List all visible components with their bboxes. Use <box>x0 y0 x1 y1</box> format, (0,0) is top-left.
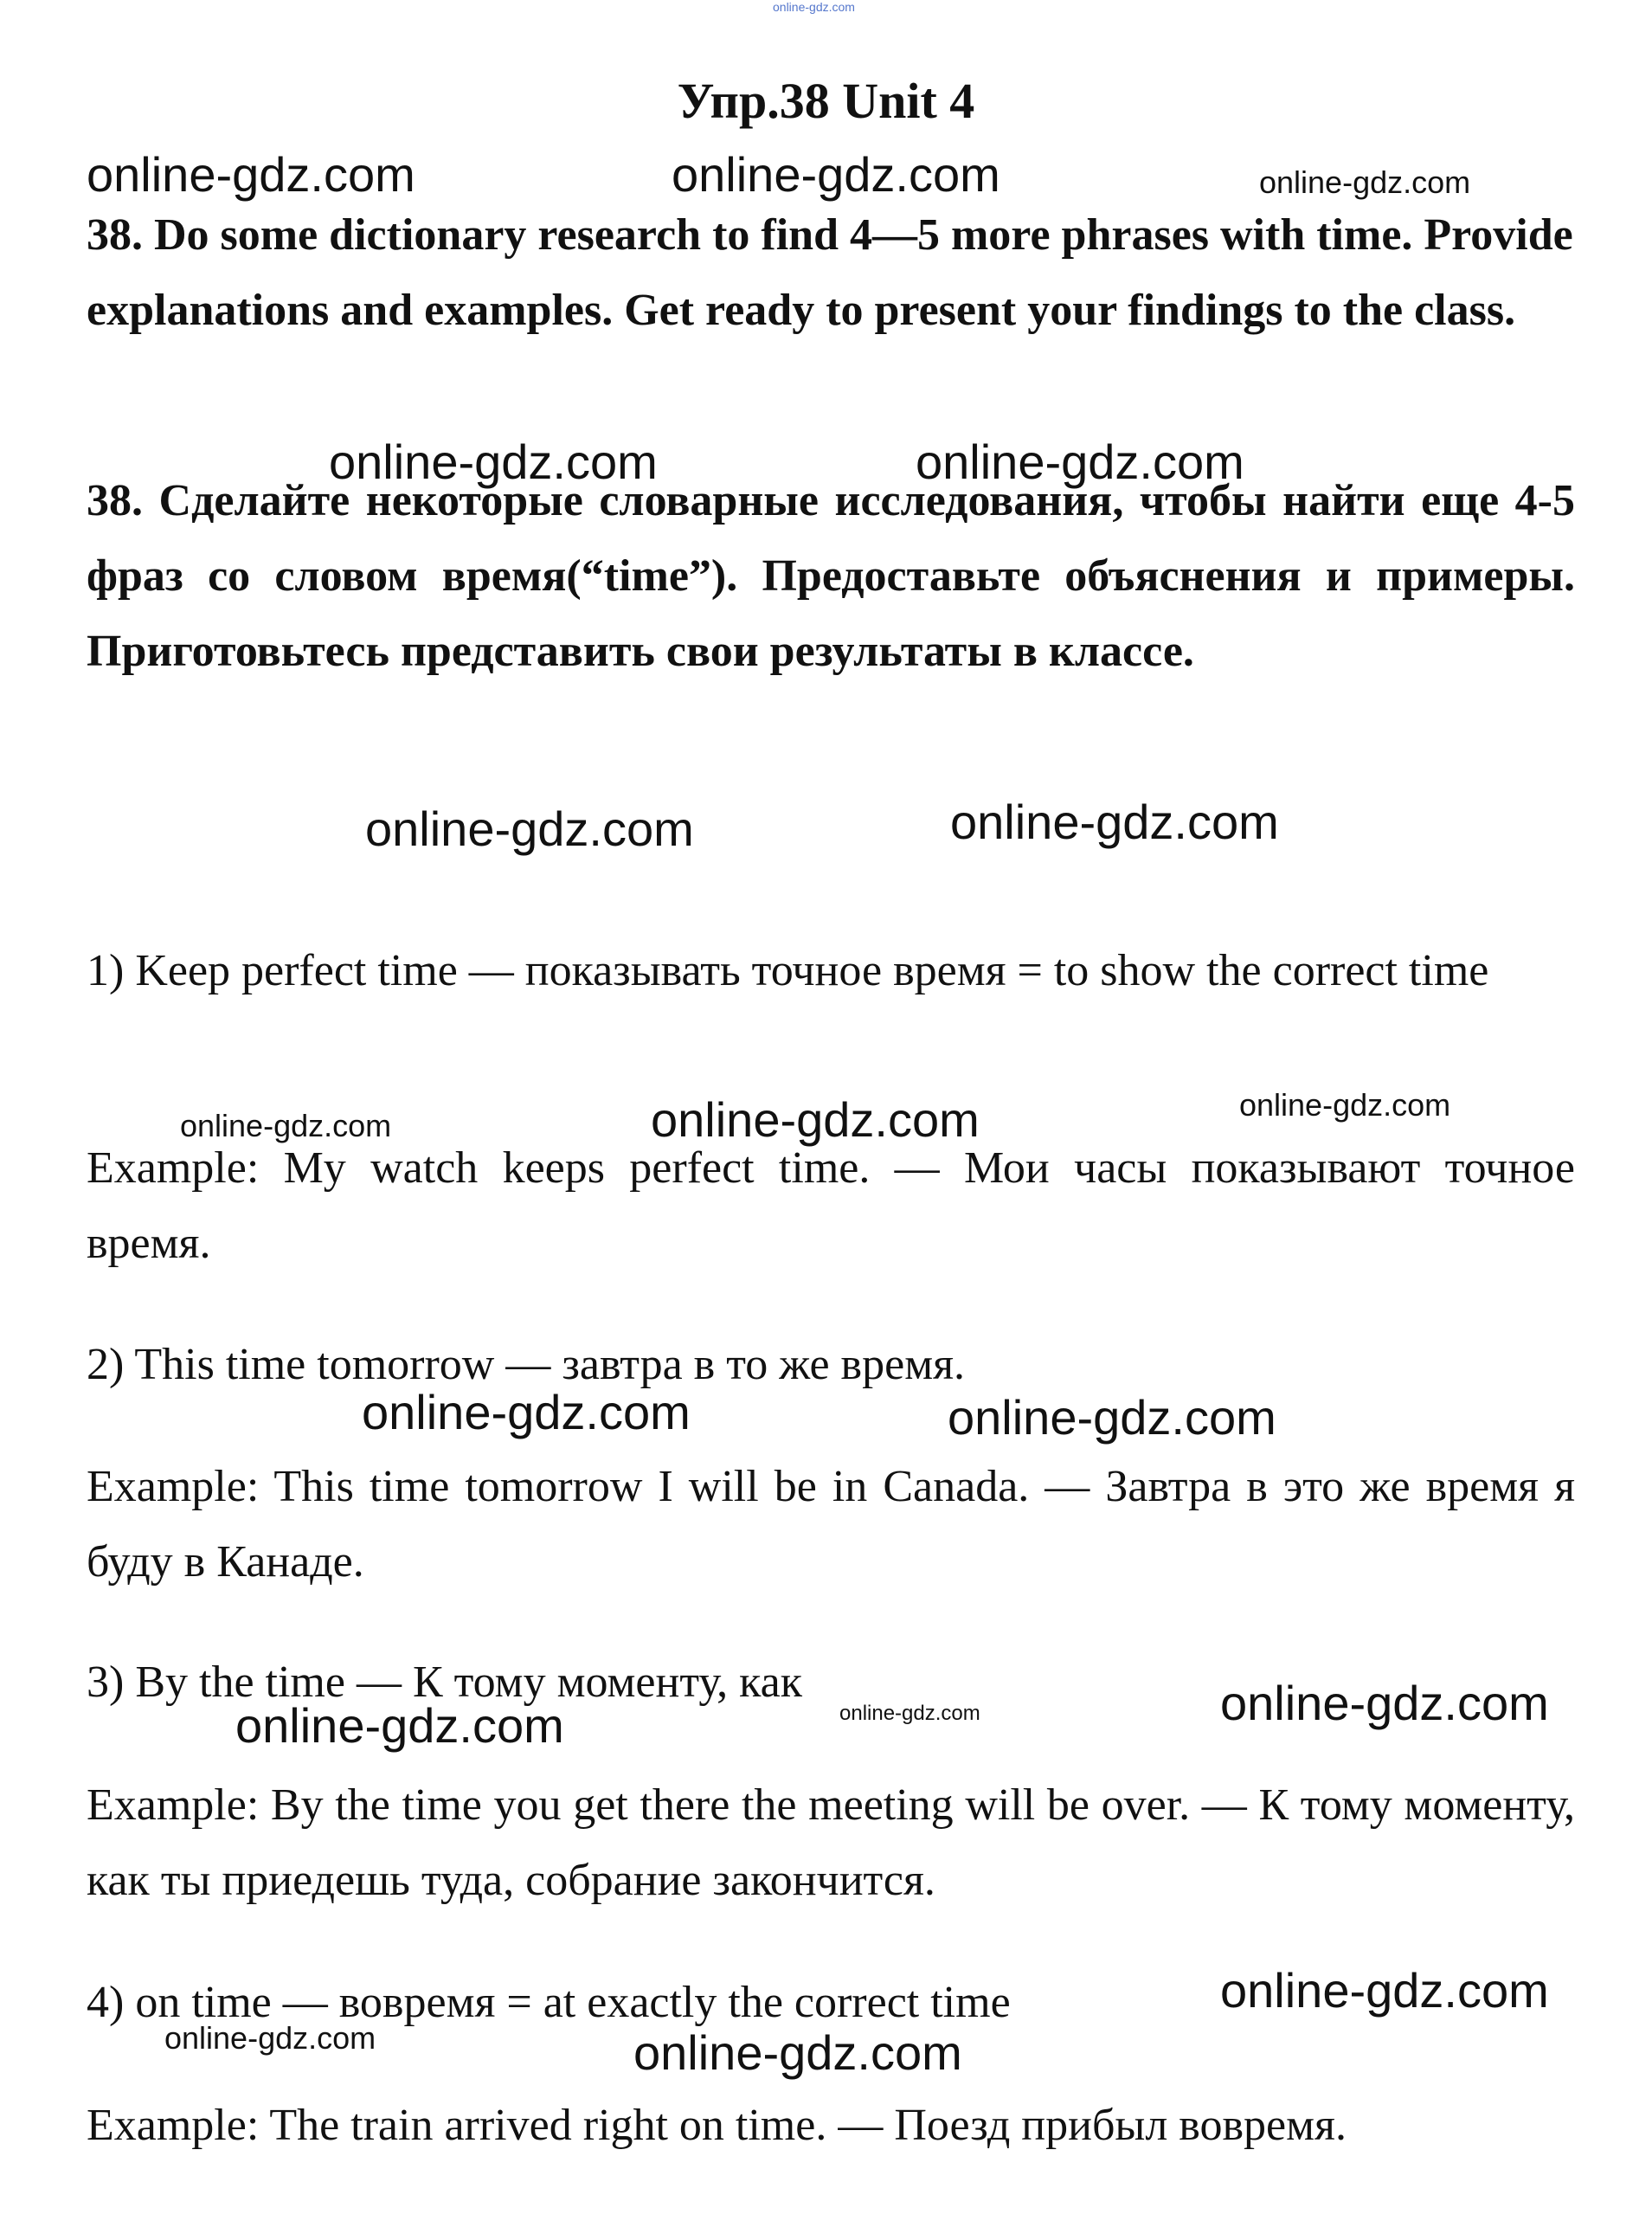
watermark: online-gdz.com <box>1239 1087 1451 1123</box>
watermark: online-gdz.com <box>365 801 694 856</box>
task-text-english: 38. Do some dictionary research to find 4—5 more phrases with time. Provide explanations and examples. Get ready to present your findings to the class. <box>87 210 1573 335</box>
phrase-item-4: 4) on time — вовремя = at exactly the correct time <box>87 1978 1011 2027</box>
page-title: Упр.38 Unit 4 <box>677 73 975 129</box>
watermark: online-gdz.com <box>362 1385 691 1439</box>
phrase-item-3: 3) By the time — К тому моменту, как <box>87 1657 802 1707</box>
watermark: online-gdz.com <box>164 2020 376 2056</box>
watermark: online-gdz.com <box>651 1092 980 1147</box>
watermark: online-gdz.com <box>329 434 658 489</box>
watermark: online-gdz.com <box>1259 164 1471 200</box>
watermark: online-gdz.com <box>950 795 1279 849</box>
task-text-russian: 38. Сделайте некоторые словарные исследования, чтобы найти еще 4-5 фраз со словом время(“time”). Предоставьте объяснения и примеры. Приготовьтесь представить свои результаты в классе. <box>87 476 1575 676</box>
watermark: online-gdz.com <box>1220 1963 1549 2018</box>
example-item-4: Example: The train arrived right on time. — Поезд прибыл вовремя. <box>87 2101 1347 2150</box>
watermark: online-gdz.com <box>87 147 415 202</box>
watermark: online-gdz.com <box>180 1108 392 1143</box>
watermark: online-gdz.com <box>839 1702 980 1725</box>
phrase-item-1: 1) Keep perfect time — показывать точное время = to show the correct time <box>87 946 1489 995</box>
watermark: online-gdz.com <box>916 434 1244 489</box>
watermark: online-gdz.com <box>235 1698 564 1753</box>
example-item-3: Example: By the time you get there the meeting will be over. — К тому моменту, как ты приедешь туда, собрание закончится. <box>87 1780 1575 1905</box>
example-item-2: Example: This time tomorrow I will be in Canada. — Завтра в это же время я буду в Канаде. <box>87 1462 1575 1587</box>
watermark: online-gdz.com <box>948 1390 1276 1445</box>
watermark: online-gdz.com <box>1220 1676 1549 1730</box>
top-watermark: online-gdz.com <box>773 0 855 14</box>
watermark: online-gdz.com <box>633 2025 962 2080</box>
example-item-1: Example: My watch keeps perfect time. — Мои часы показывают точное время. <box>87 1143 1575 1268</box>
phrase-item-2: 2) This time tomorrow — завтра в то же время. <box>87 1340 966 1389</box>
watermark: online-gdz.com <box>672 147 1000 202</box>
